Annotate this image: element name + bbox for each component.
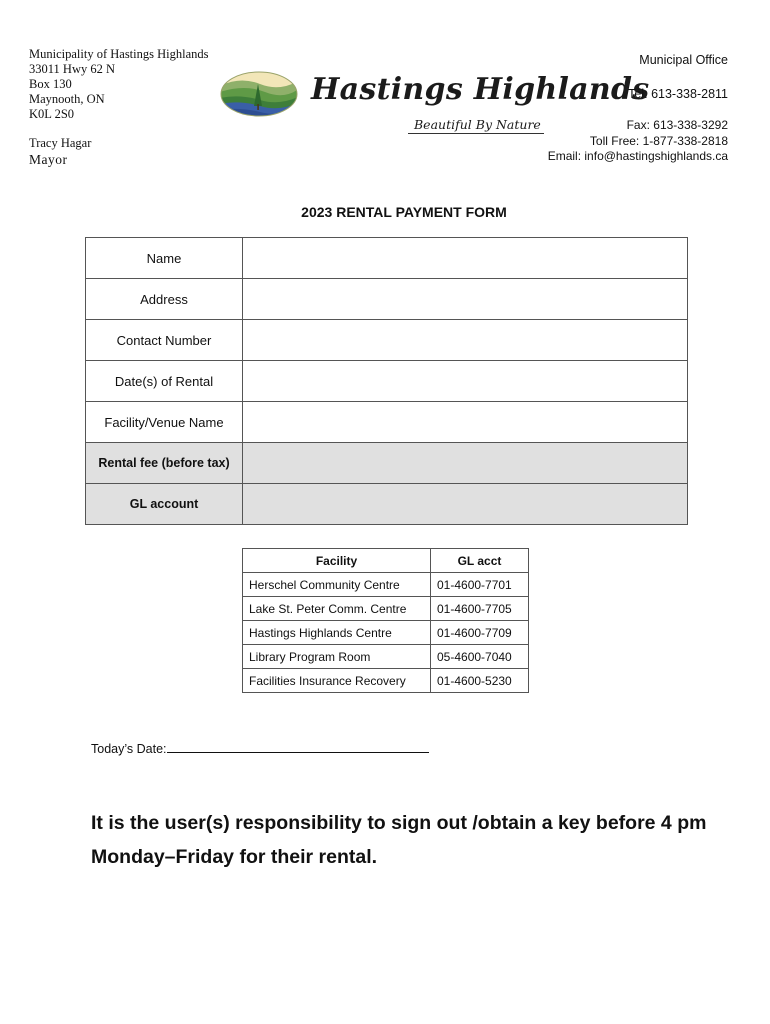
address-line: 33011 Hwy 62 N [29,62,115,76]
key-pickup-notice: It is the user(s) responsibility to sign out /obtain a key before 4 pm Monday–Friday for their rental. [91,812,707,868]
rental-form-table [85,237,688,525]
toll-free: Toll Free: 1-877-338-2818 [589,134,728,148]
gl-acct-cell: 05-4600-7040 [431,645,529,669]
form-row-contact-number [86,320,688,361]
address-line: Box 130 [29,77,72,91]
name-label: Name [86,238,243,279]
form-row-venue-name [86,402,688,443]
logo-underline [408,133,544,134]
address-label: Address [86,279,243,320]
email: Email: info@hastingshighlands.ca [547,149,728,163]
address-line: Municipality of Hastings Highlands [29,47,209,61]
todays-date-label: Today’s Date: [91,742,167,756]
address-field[interactable] [243,279,688,320]
facility-header: Facility [243,549,431,573]
rental-fee-field[interactable] [243,443,688,484]
mayor-name: Tracy Hagar [29,136,92,150]
form-row-rental-dates [86,361,688,402]
facility-cell: Library Program Room [243,645,431,669]
address-line: K0L 2S0 [29,107,75,121]
contact-number-label: Contact Number [86,320,243,361]
gl-acct-header: GL acct [431,549,529,573]
form-title: 2023 RENTAL PAYMENT FORM [301,204,507,220]
todays-date-line[interactable] [167,740,429,753]
municipal-address [29,47,209,122]
name-field[interactable] [243,238,688,279]
venue-name-field[interactable] [243,402,688,443]
rental-dates-label: Date(s) of Rental [86,361,243,402]
table-row [243,597,529,621]
gl-account-label: GL account [86,484,243,525]
table-row [243,645,529,669]
gl-acct-cell: 01-4600-7701 [431,573,529,597]
facility-cell: Herschel Community Centre [243,573,431,597]
todays-date [91,740,429,756]
gl-account-field[interactable] [243,484,688,525]
office-label: Municipal Office [639,53,728,67]
address-line: Maynooth, ON [29,92,105,106]
mayor-title: Mayor [29,152,68,167]
fax: Fax: 613-338-3292 [626,118,728,132]
table-row [243,621,529,645]
gl-account-table [242,548,529,693]
gl-acct-cell: 01-4600-7709 [431,621,529,645]
logo-tagline: Beautiful By Nature [414,117,541,132]
logo-wordmark: Hastings Highlands [311,72,650,107]
table-row [243,573,529,597]
facility-cell: Hastings Highlands Centre [243,621,431,645]
facility-cell: Lake St. Peter Comm. Centre [243,597,431,621]
table-row [243,669,529,693]
facility-cell: Facilities Insurance Recovery [243,669,431,693]
form-row-rental-fee [86,443,688,484]
telephone: Tel: 613-338-2811 [628,87,728,101]
form-row-gl-account [86,484,688,525]
form-row-address [86,279,688,320]
form-row-name [86,238,688,279]
gl-acct-cell: 01-4600-5230 [431,669,529,693]
gl-acct-cell: 01-4600-7705 [431,597,529,621]
venue-name-label: Facility/Venue Name [86,402,243,443]
contact-number-field[interactable] [243,320,688,361]
rental-fee-label: Rental fee (before tax) [86,443,243,484]
rental-dates-field[interactable] [243,361,688,402]
gl-table-header [243,549,529,573]
